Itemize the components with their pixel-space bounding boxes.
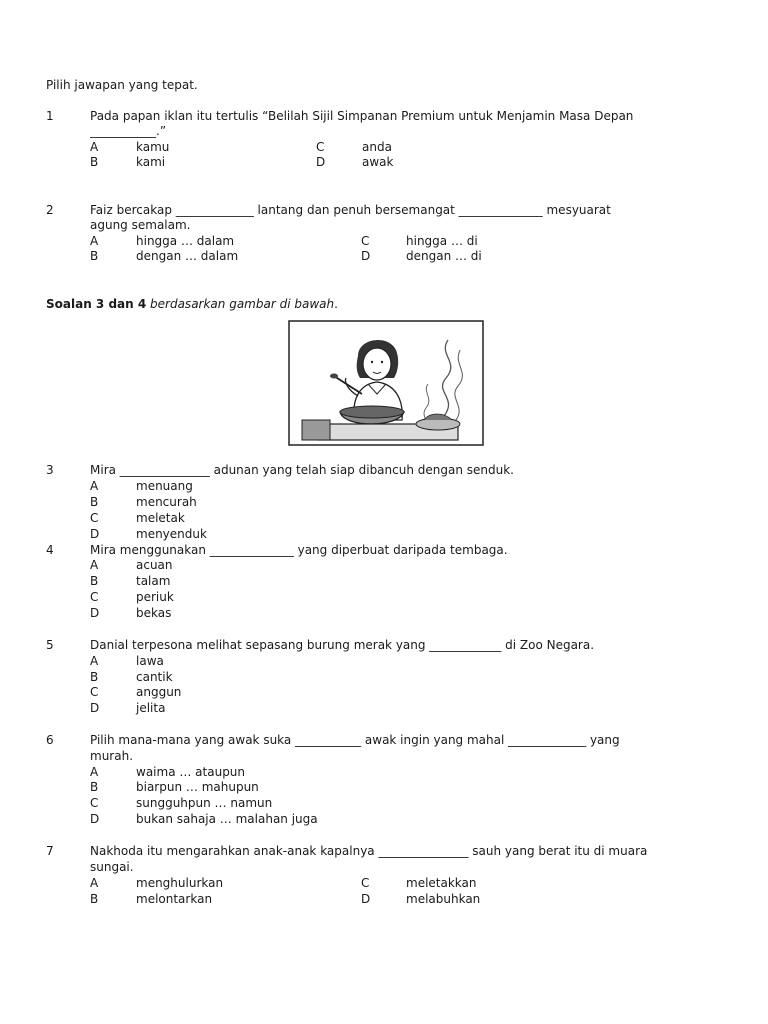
option-letter: A [90, 558, 99, 572]
option-text: meletakkan [406, 876, 477, 890]
question-number: 3 [46, 463, 54, 477]
instruction-text: Pilih jawapan yang tepat. [46, 78, 198, 92]
girl-cooking-illustration [288, 320, 484, 446]
option-letter: A [90, 479, 99, 493]
question-number: 6 [46, 733, 54, 747]
option-text: talam [136, 574, 171, 588]
question-text-cont: agung semalam. [90, 218, 191, 232]
option-letter: A [90, 140, 99, 154]
option-text: melabuhkan [406, 892, 481, 906]
option-letter: C [90, 685, 99, 699]
option-letter: A [90, 876, 99, 890]
option-letter: D [361, 249, 371, 263]
option-letter: C [90, 511, 99, 525]
option-text: hingga … dalam [136, 234, 235, 248]
option-letter: B [90, 670, 99, 684]
option-letter: B [90, 495, 99, 509]
question-number: 5 [46, 638, 54, 652]
option-text: dengan … di [406, 249, 482, 263]
option-letter: C [361, 234, 370, 248]
option-letter: D [90, 606, 100, 620]
option-letter: D [361, 892, 371, 906]
option-letter: D [90, 527, 100, 541]
option-letter: A [90, 765, 99, 779]
option-letter: C [90, 796, 99, 810]
option-text: acuan [136, 558, 173, 572]
option-letter: B [90, 155, 99, 169]
question-text: Pilih mana-mana yang awak suka ___________ awak ingin yang mahal _____________ yang [90, 733, 620, 747]
question-text: Danial terpesona melihat sepasang burung merak yang ____________ di Zoo Negara. [90, 638, 595, 652]
option-letter: C [90, 590, 99, 604]
option-text: periuk [136, 590, 174, 604]
question-number: 7 [46, 844, 54, 858]
option-text: lawa [136, 654, 164, 668]
section-note-end: . [334, 297, 338, 311]
option-text: kamu [136, 140, 170, 154]
option-text: hingga … di [406, 234, 478, 248]
question-text-cont: ___________.” [90, 124, 167, 138]
question-text: Pada papan iklan itu tertulis “Belilah Sijil Simpanan Premium untuk Menjamin Masa Depan [90, 109, 634, 123]
option-text: sungguhpun … namun [136, 796, 273, 810]
question-text: Nakhoda itu mengarahkan anak-anak kapalnya _______________ sauh yang berat itu di muara [90, 844, 648, 858]
question-text: Mira _______________ adunan yang telah siap dibancuh dengan senduk. [90, 463, 514, 477]
option-text: dengan … dalam [136, 249, 239, 263]
option-text: kami [136, 155, 166, 169]
option-letter: C [316, 140, 325, 154]
question-number: 1 [46, 109, 54, 123]
option-text: anda [362, 140, 392, 154]
option-text: bekas [136, 606, 172, 620]
question-number: 4 [46, 543, 54, 557]
option-text: melontarkan [136, 892, 213, 906]
option-text: waima … ataupun [136, 765, 246, 779]
option-text: bukan sahaja … malahan juga [136, 812, 318, 826]
question-text: Mira menggunakan ______________ yang diperbuat daripada tembaga. [90, 543, 508, 557]
section-note-bold: Soalan 3 dan 4 [46, 297, 147, 311]
option-text: biarpun … mahupun [136, 780, 259, 794]
option-letter: D [90, 812, 100, 826]
option-text: menuang [136, 479, 193, 493]
option-text: cantik [136, 670, 173, 684]
option-text: awak [362, 155, 394, 169]
section-note [46, 297, 338, 312]
question-number: 2 [46, 203, 54, 217]
option-letter: A [90, 654, 99, 668]
question-text-cont: sungai. [90, 860, 134, 874]
option-text: mencurah [136, 495, 197, 509]
option-letter: B [90, 892, 99, 906]
option-letter: A [90, 234, 99, 248]
option-text: anggun [136, 685, 182, 699]
option-letter: D [316, 155, 326, 169]
question-text-cont: murah. [90, 749, 134, 763]
option-text: jelita [136, 701, 166, 715]
option-letter: B [90, 249, 99, 263]
option-text: meletak [136, 511, 185, 525]
option-letter: B [90, 574, 99, 588]
option-letter: B [90, 780, 99, 794]
option-text: menghulurkan [136, 876, 224, 890]
section-note-italic: berdasarkan gambar di bawah [150, 297, 335, 311]
option-letter: D [90, 701, 100, 715]
option-text: menyenduk [136, 527, 207, 541]
option-letter: C [361, 876, 370, 890]
question-text: Faiz bercakap _____________ lantang dan penuh bersemangat ______________ mesyuarat [90, 203, 611, 217]
